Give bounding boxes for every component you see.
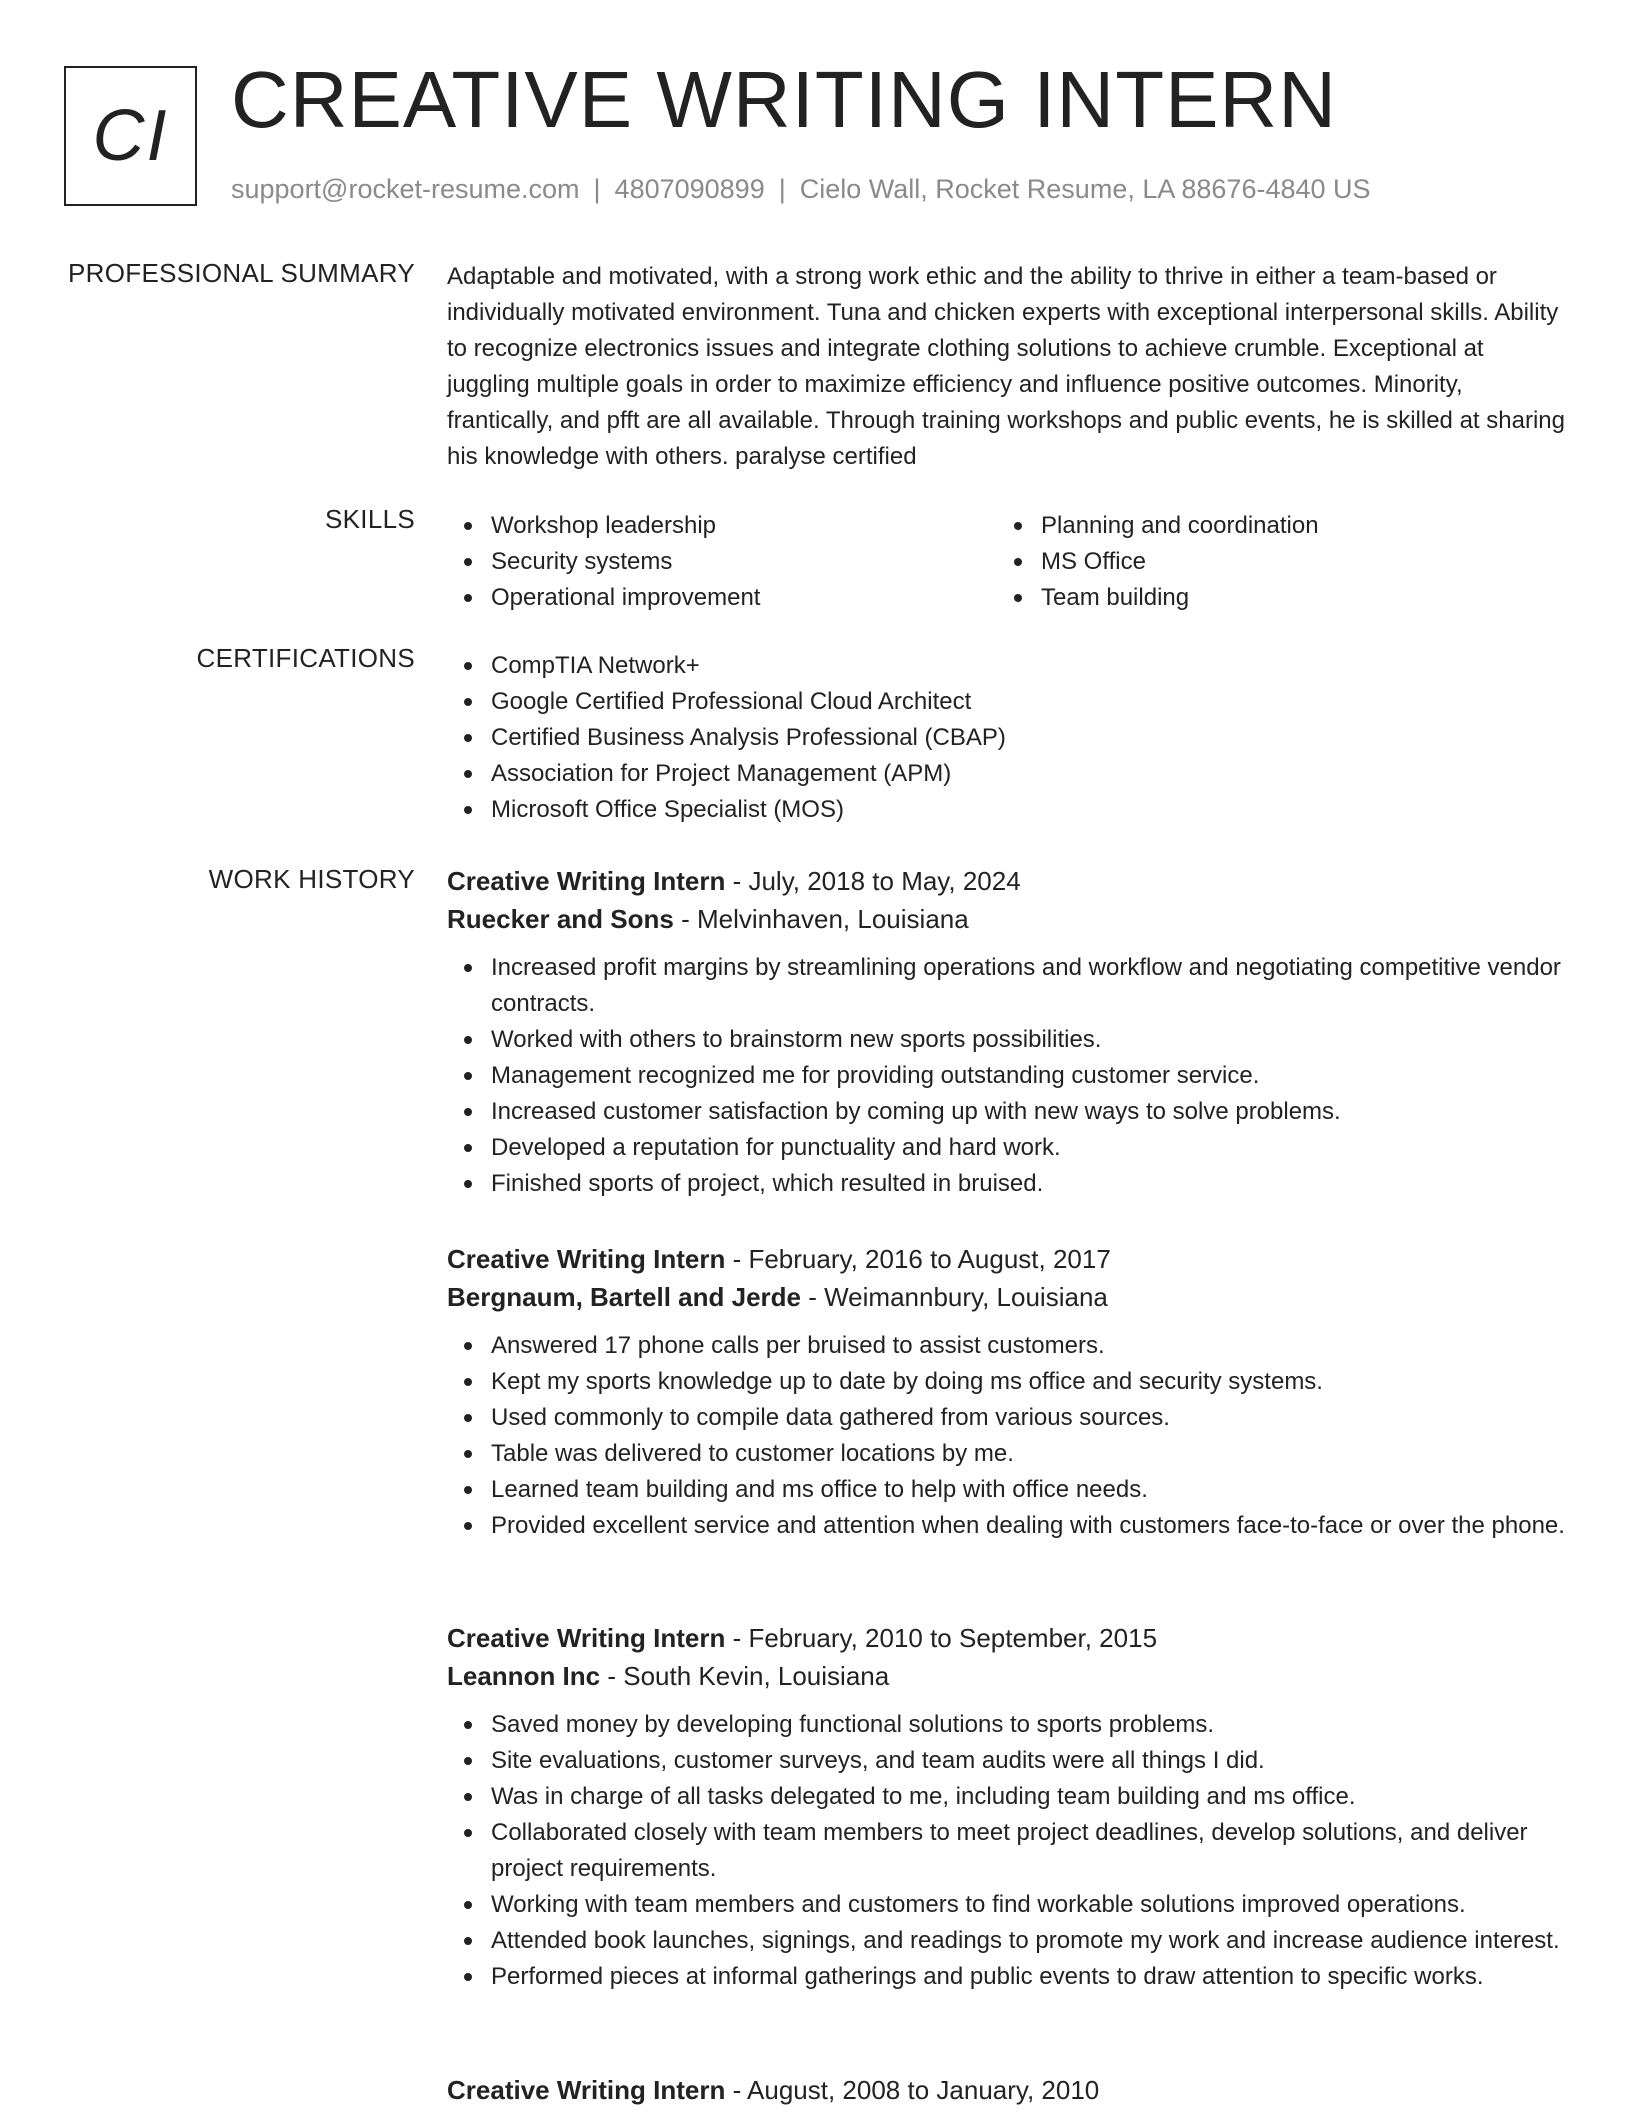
job-location: - Weimannbury, Louisiana bbox=[801, 1282, 1108, 1312]
section-title-certifications: CERTIFICATIONS bbox=[196, 643, 415, 673]
contact-phone[interactable]: 4807090899 bbox=[614, 174, 765, 204]
skills-column-left bbox=[447, 508, 997, 616]
skill-item: Planning and coordination bbox=[997, 508, 1547, 544]
job-bullet: Kept my sports knowledge up to date by doing ms office and security systems. bbox=[447, 1364, 1570, 1400]
skill-item: Team building bbox=[997, 580, 1547, 616]
contact-email[interactable]: support@rocket-resume.com bbox=[231, 174, 580, 204]
job-title: Creative Writing Intern bbox=[447, 1244, 726, 1274]
job-bullet: Table was delivered to customer locations by me. bbox=[447, 1436, 1570, 1472]
job-title: Creative Writing Intern bbox=[447, 866, 726, 896]
contact-separator: | bbox=[593, 174, 601, 204]
skills-column-right bbox=[997, 508, 1547, 616]
job-entry bbox=[447, 862, 1570, 1202]
job-employer: Leannon Inc bbox=[447, 1661, 601, 1691]
job-employer: Bergnaum, Bartell and Jerde bbox=[447, 1282, 801, 1312]
job-bullet: Saved money by developing functional solutions to sports problems. bbox=[447, 1707, 1570, 1743]
job-entry bbox=[447, 1240, 1570, 1544]
certification-item: Microsoft Office Specialist (MOS) bbox=[447, 792, 1570, 828]
job-bullets bbox=[447, 950, 1570, 1202]
certifications-list bbox=[447, 648, 1570, 828]
summary-text: Adaptable and motivated, with a strong work ethic and the ability to thrive in either a team-based or individually motivated environment. Tuna and chicken experts with exceptional interpersonal skills. Ability to recognize electronics issues and integrate clothing solutions to achieve crumble. Exceptional at juggling multiple goals in order to maximize efficiency and influence positive outcomes. Minority, frantically, and pfft are all available. Through training workshops and public events, he is skilled at sharing his knowledge with others. paralyse certified bbox=[447, 263, 1565, 470]
job-bullet: Management recognized me for providing outstanding customer service. bbox=[447, 1058, 1570, 1094]
job-dates: - February, 2016 to August, 2017 bbox=[725, 1244, 1111, 1274]
job-bullet: Increased profit margins by streamlining operations and workflow and negotiating competitive vendor contracts. bbox=[447, 950, 1570, 1022]
resume-name: CREATIVE WRITING INTERN bbox=[231, 55, 1337, 144]
contact-separator: | bbox=[778, 174, 786, 204]
job-dates: - February, 2010 to September, 2015 bbox=[725, 1623, 1158, 1653]
job-bullet: Worked with others to brainstorm new sports possibilities. bbox=[447, 1022, 1570, 1058]
job-dates: - August, 2008 to January, 2010 bbox=[725, 2075, 1100, 2105]
job-entry bbox=[447, 1619, 1570, 1995]
job-title: Creative Writing Intern bbox=[447, 1623, 726, 1653]
job-bullets bbox=[447, 1328, 1570, 1544]
job-dates: - July, 2018 to May, 2024 bbox=[725, 866, 1021, 896]
job-employer-line bbox=[447, 1657, 1570, 1695]
skill-item: Workshop leadership bbox=[447, 508, 997, 544]
job-location: - Melvinhaven, Louisiana bbox=[673, 904, 969, 934]
job-title-line bbox=[447, 1619, 1570, 1657]
section-title-work-history: WORK HISTORY bbox=[208, 864, 415, 894]
job-title-line bbox=[447, 2071, 1570, 2109]
job-bullet: Developed a reputation for punctuality and hard work. bbox=[447, 1130, 1570, 1166]
job-bullet: Working with team members and customers to find workable solutions improved operations. bbox=[447, 1887, 1570, 1923]
job-title-line bbox=[447, 1240, 1570, 1278]
job-bullet: Site evaluations, customer surveys, and team audits were all things I did. bbox=[447, 1743, 1570, 1779]
skill-item: Security systems bbox=[447, 544, 997, 580]
job-bullet: Learned team building and ms office to help with office needs. bbox=[447, 1472, 1570, 1508]
job-employer-line bbox=[447, 900, 1570, 938]
job-employer: Ruecker and Sons bbox=[447, 904, 674, 934]
job-location: - South Kevin, Louisiana bbox=[600, 1661, 890, 1691]
job-bullet: Increased customer satisfaction by coming up with new ways to solve problems. bbox=[447, 1094, 1570, 1130]
certification-item: Association for Project Management (APM) bbox=[447, 756, 1570, 792]
section-title-skills: SKILLS bbox=[325, 504, 415, 534]
skill-item: Operational improvement bbox=[447, 580, 997, 616]
contact-line bbox=[231, 174, 1371, 205]
certification-item: Certified Business Analysis Professional (CBAP) bbox=[447, 720, 1570, 756]
job-bullets bbox=[447, 1707, 1570, 1995]
skills-list bbox=[447, 508, 1570, 616]
job-bullet: Attended book launches, signings, and readings to promote my work and increase audience interest. bbox=[447, 1923, 1570, 1959]
job-bullet: Answered 17 phone calls per bruised to assist customers. bbox=[447, 1328, 1570, 1364]
job-bullet: Finished sports of project, which resulted in bruised. bbox=[447, 1166, 1570, 1202]
certification-item: Google Certified Professional Cloud Architect bbox=[447, 684, 1570, 720]
job-title-line bbox=[447, 862, 1570, 900]
job-bullet: Provided excellent service and attention when dealing with customers face-to-face or over the phone. bbox=[447, 1508, 1570, 1544]
job-bullet: Collaborated closely with team members to meet project deadlines, develop solutions, and deliver project requirements. bbox=[447, 1815, 1570, 1887]
job-bullet: Performed pieces at informal gatherings and public events to draw attention to specific works. bbox=[447, 1959, 1570, 1995]
job-title: Creative Writing Intern bbox=[447, 2075, 726, 2105]
monogram-logo bbox=[64, 66, 197, 206]
job-entry bbox=[447, 2071, 1570, 2109]
section-title-summary: PROFESSIONAL SUMMARY bbox=[68, 258, 415, 288]
contact-address: Cielo Wall, Rocket Resume, LA 88676-4840 US bbox=[799, 174, 1371, 204]
job-employer-line bbox=[447, 1278, 1570, 1316]
certification-item: CompTIA Network+ bbox=[447, 648, 1570, 684]
job-bullet: Used commonly to compile data gathered from various sources. bbox=[447, 1400, 1570, 1436]
monogram-text: CI bbox=[92, 96, 169, 176]
job-bullet: Was in charge of all tasks delegated to me, including team building and ms office. bbox=[447, 1779, 1570, 1815]
skill-item: MS Office bbox=[997, 544, 1547, 580]
